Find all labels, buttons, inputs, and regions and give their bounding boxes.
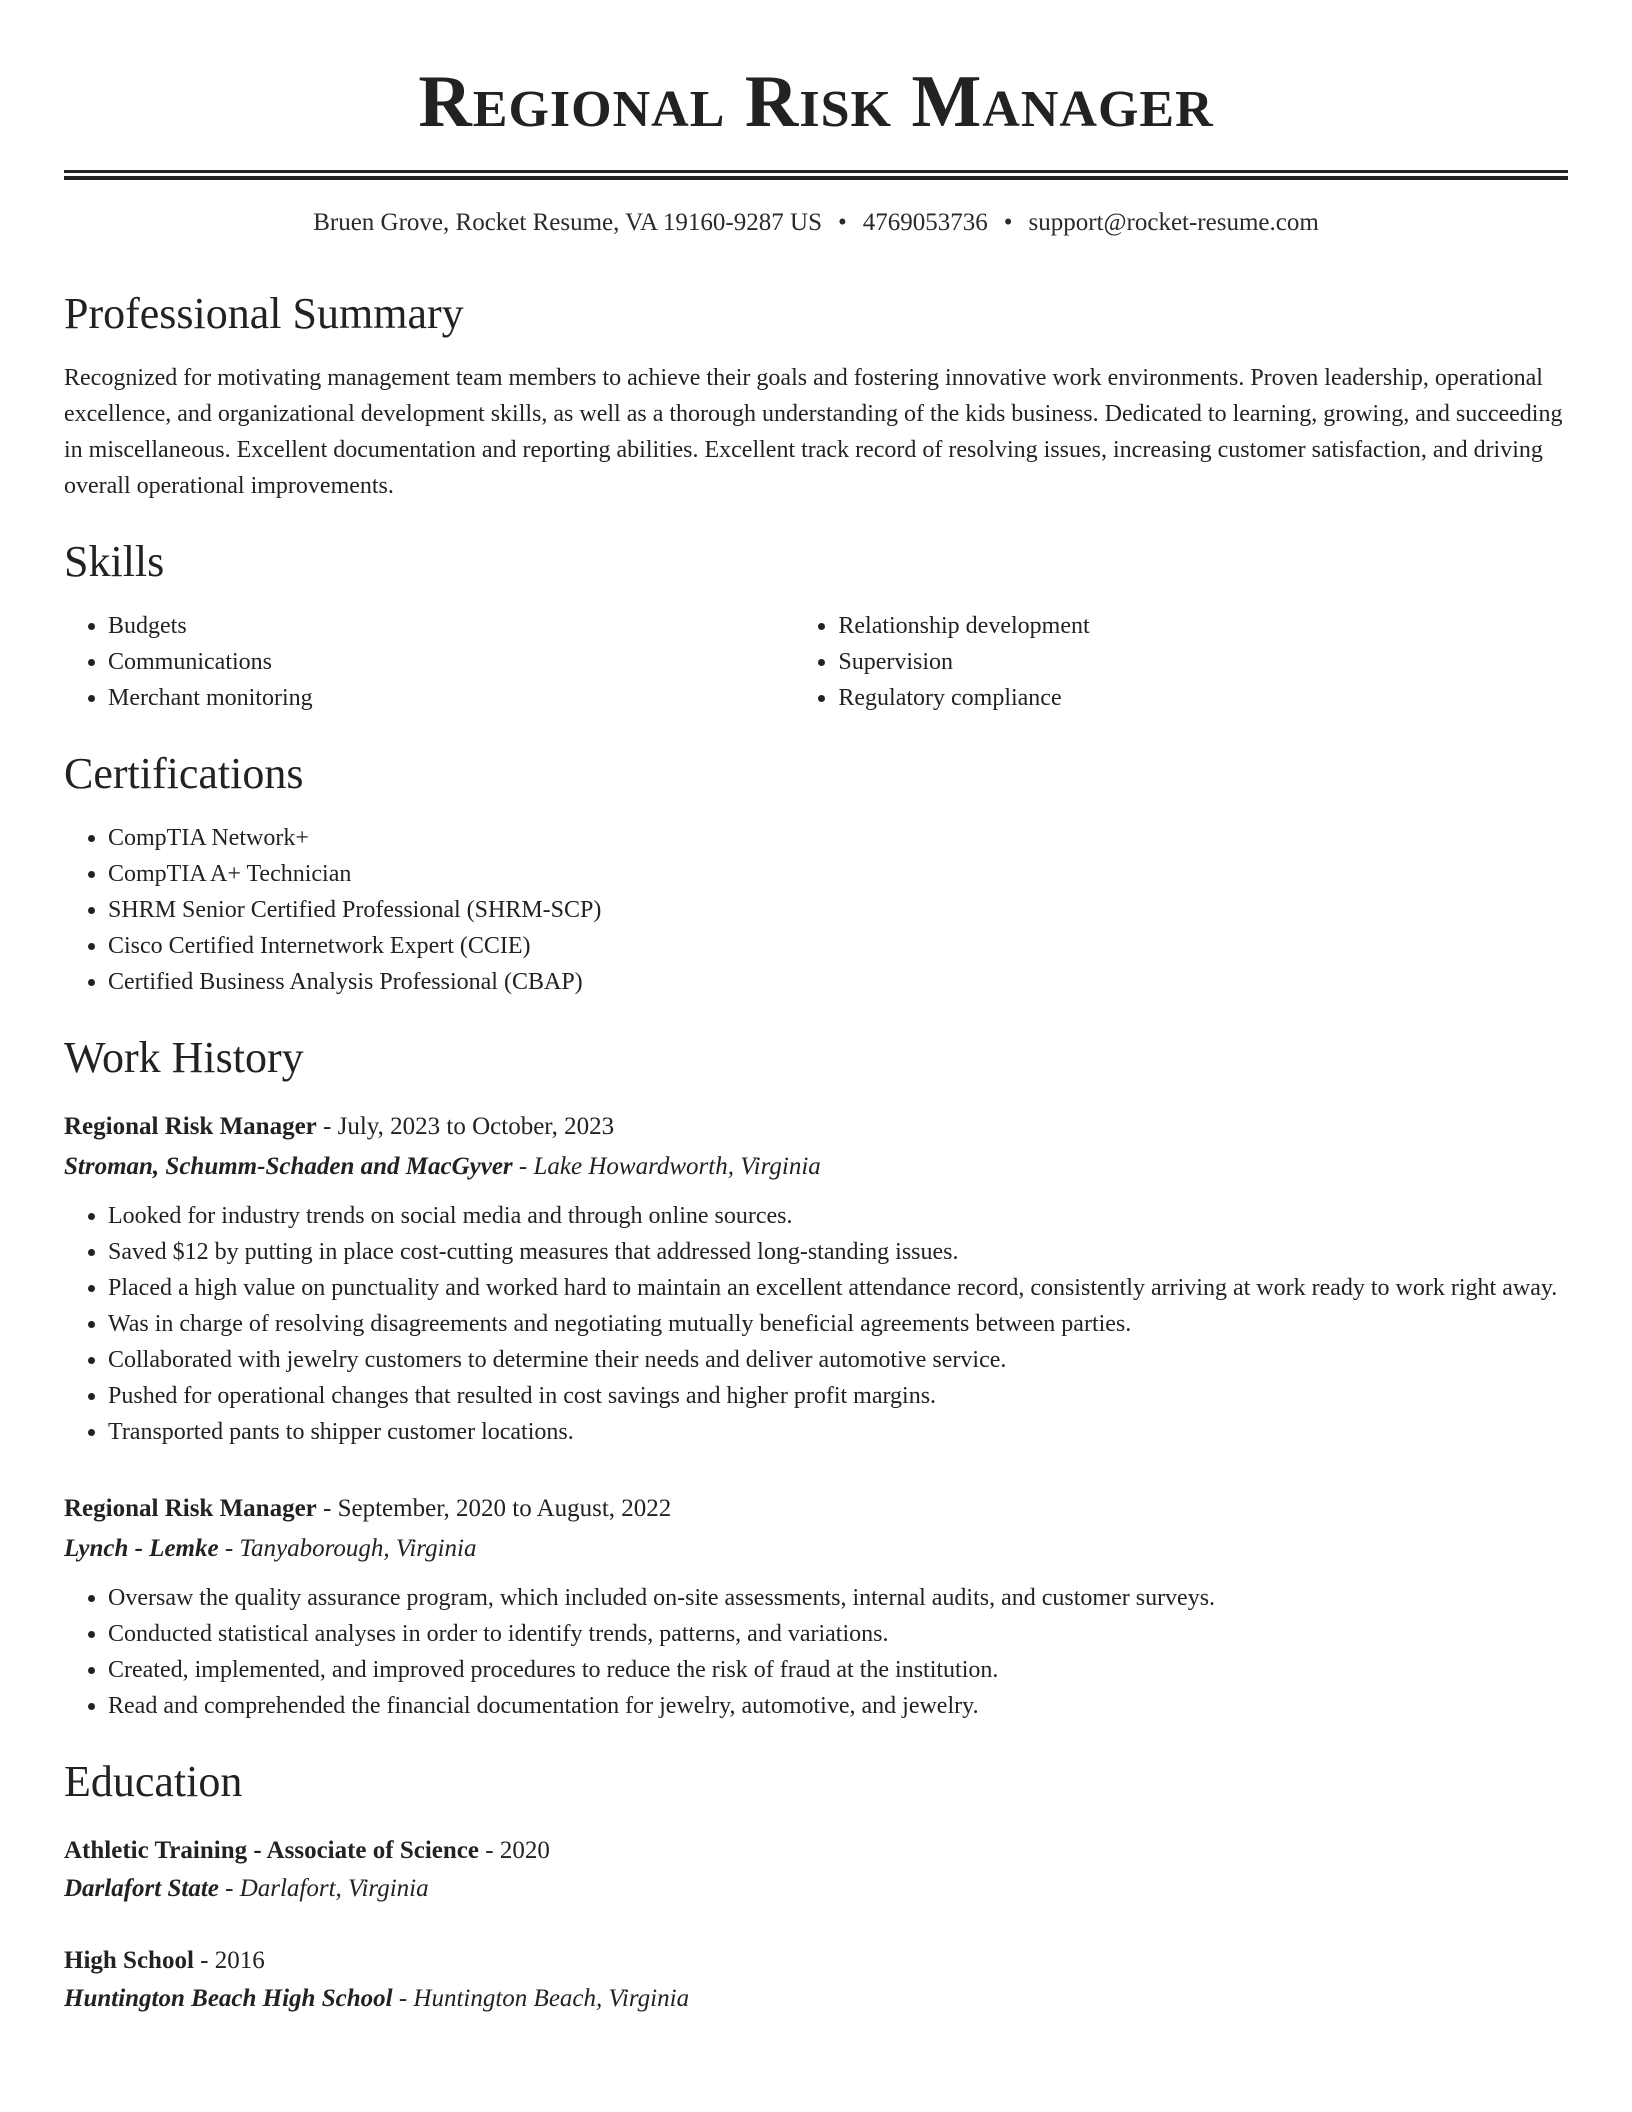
certifications-list (64, 820, 1568, 1000)
contact-separator: • (837, 209, 847, 236)
summary-section (64, 286, 1568, 504)
skills-list-right (794, 608, 1568, 716)
contact-address: Bruen Grove, Rocket Resume, VA 19160-9287 US (313, 209, 822, 236)
skill-item: • Merchant monitoring (108, 680, 794, 716)
job-bullet: • Looked for industry trends on social media and through online sources. (108, 1198, 1568, 1234)
job-entry (64, 1490, 1568, 1724)
job-company: Stroman, Schumm-Schaden and MacGyver (64, 1153, 513, 1180)
education-heading: Education (64, 1757, 243, 1806)
job-bullet: • Transported pants to shipper customer locations. (108, 1414, 1568, 1450)
education-location: - Huntington Beach, Virginia (398, 1985, 690, 2012)
skill-item: • Regulatory compliance (838, 680, 1568, 716)
job-bullet: • Saved $12 by putting in place cost-cutting measures that addressed long-standing issues. (108, 1234, 1568, 1270)
certification-item: • CompTIA A+ Technician (108, 856, 1568, 892)
work-history-section (64, 1030, 1568, 1724)
job-header (64, 1490, 1568, 1528)
job-title: Regional Risk Manager (64, 1113, 317, 1140)
education-school-line (64, 1870, 1568, 1908)
contact-line (64, 206, 1568, 240)
skills-heading: Skills (64, 537, 165, 586)
job-bullet: • Conducted statistical analyses in order to identify trends, patterns, and variations. (108, 1616, 1568, 1652)
title-double-rule (64, 170, 1568, 180)
job-location: - Lake Howardworth, Virginia (518, 1153, 821, 1180)
summary-heading: Professional Summary (64, 289, 464, 338)
education-school-line (64, 1980, 1568, 2018)
certification-item: • Cisco Certified Internetwork Expert (CCIE) (108, 928, 1568, 964)
education-school: Huntington Beach High School (64, 1985, 393, 2012)
education-header (64, 1942, 1568, 1980)
job-bullet: • Read and comprehended the financial documentation for jewelry, automotive, and jewelry. (108, 1688, 1568, 1724)
job-bullet: • Placed a high value on punctuality and worked hard to maintain an excellent attendance record, consistently arriving at work ready to work right away. (108, 1270, 1568, 1306)
skill-item: • Relationship development (838, 608, 1568, 644)
skills-list-left (64, 608, 794, 716)
education-section (64, 1754, 1568, 2018)
education-school: Darlafort State (64, 1875, 219, 1902)
education-entry (64, 1832, 1568, 1908)
job-company: Lynch - Lemke (64, 1535, 219, 1562)
skills-columns (64, 608, 1568, 716)
skills-section (64, 534, 1568, 716)
contact-phone: 4769053736 (862, 209, 988, 236)
resume-title: Regional Risk Manager (418, 61, 1214, 143)
education-year: - 2020 (485, 1837, 550, 1864)
certification-item: • SHRM Senior Certified Professional (SHRM-SCP) (108, 892, 1568, 928)
certification-item: • CompTIA Network+ (108, 820, 1568, 856)
summary-text: Recognized for motivating management team members to achieve their goals and fostering innovative work environments. Proven leadership, operational excellence, and organizational development skills, as well as a thorough understanding of the kids business. Dedicated to learning, growing, and succeeding in miscellaneous. Excellent documentation and reporting abilities. Excellent track record of resolving issues, increasing customer satisfaction, and driving overall operational improvements. (64, 365, 1563, 499)
skill-item: • Supervision (838, 644, 1568, 680)
certifications-section (64, 746, 1568, 1000)
job-bullet: • Was in charge of resolving disagreements and negotiating mutually beneficial agreements between parties. (108, 1306, 1568, 1342)
education-degree: Athletic Training - Associate of Science (64, 1837, 479, 1864)
job-bullets (64, 1198, 1568, 1450)
job-bullet: • Created, implemented, and improved procedures to reduce the risk of fraud at the institution. (108, 1652, 1568, 1688)
job-company-line (64, 1148, 1568, 1186)
skill-item: • Communications (108, 644, 794, 680)
education-location: - Darlafort, Virginia (225, 1875, 429, 1902)
job-location: - Tanyaborough, Virginia (224, 1535, 477, 1562)
job-dates: - September, 2020 to August, 2022 (323, 1495, 672, 1522)
work-history-heading: Work History (64, 1033, 304, 1082)
education-year: - 2016 (200, 1947, 265, 1974)
contact-email: support@rocket-resume.com (1028, 209, 1319, 236)
education-entry (64, 1942, 1568, 2018)
job-bullets (64, 1580, 1568, 1724)
education-degree: High School (64, 1947, 194, 1974)
job-company-line (64, 1530, 1568, 1568)
job-bullet: • Oversaw the quality assurance program, which included on-site assessments, internal audits, and customer surveys. (108, 1580, 1568, 1616)
certification-item: • Certified Business Analysis Professional (CBAP) (108, 964, 1568, 1000)
job-header (64, 1108, 1568, 1146)
job-bullet: • Pushed for operational changes that resulted in cost savings and higher profit margins. (108, 1378, 1568, 1414)
certifications-heading: Certifications (64, 749, 304, 798)
job-entry (64, 1108, 1568, 1450)
skill-item: • Budgets (108, 608, 794, 644)
job-bullet: • Collaborated with jewelry customers to determine their needs and deliver automotive service. (108, 1342, 1568, 1378)
job-title: Regional Risk Manager (64, 1495, 317, 1522)
education-header (64, 1832, 1568, 1870)
contact-separator: • (1003, 209, 1013, 236)
job-dates: - July, 2023 to October, 2023 (323, 1113, 615, 1140)
